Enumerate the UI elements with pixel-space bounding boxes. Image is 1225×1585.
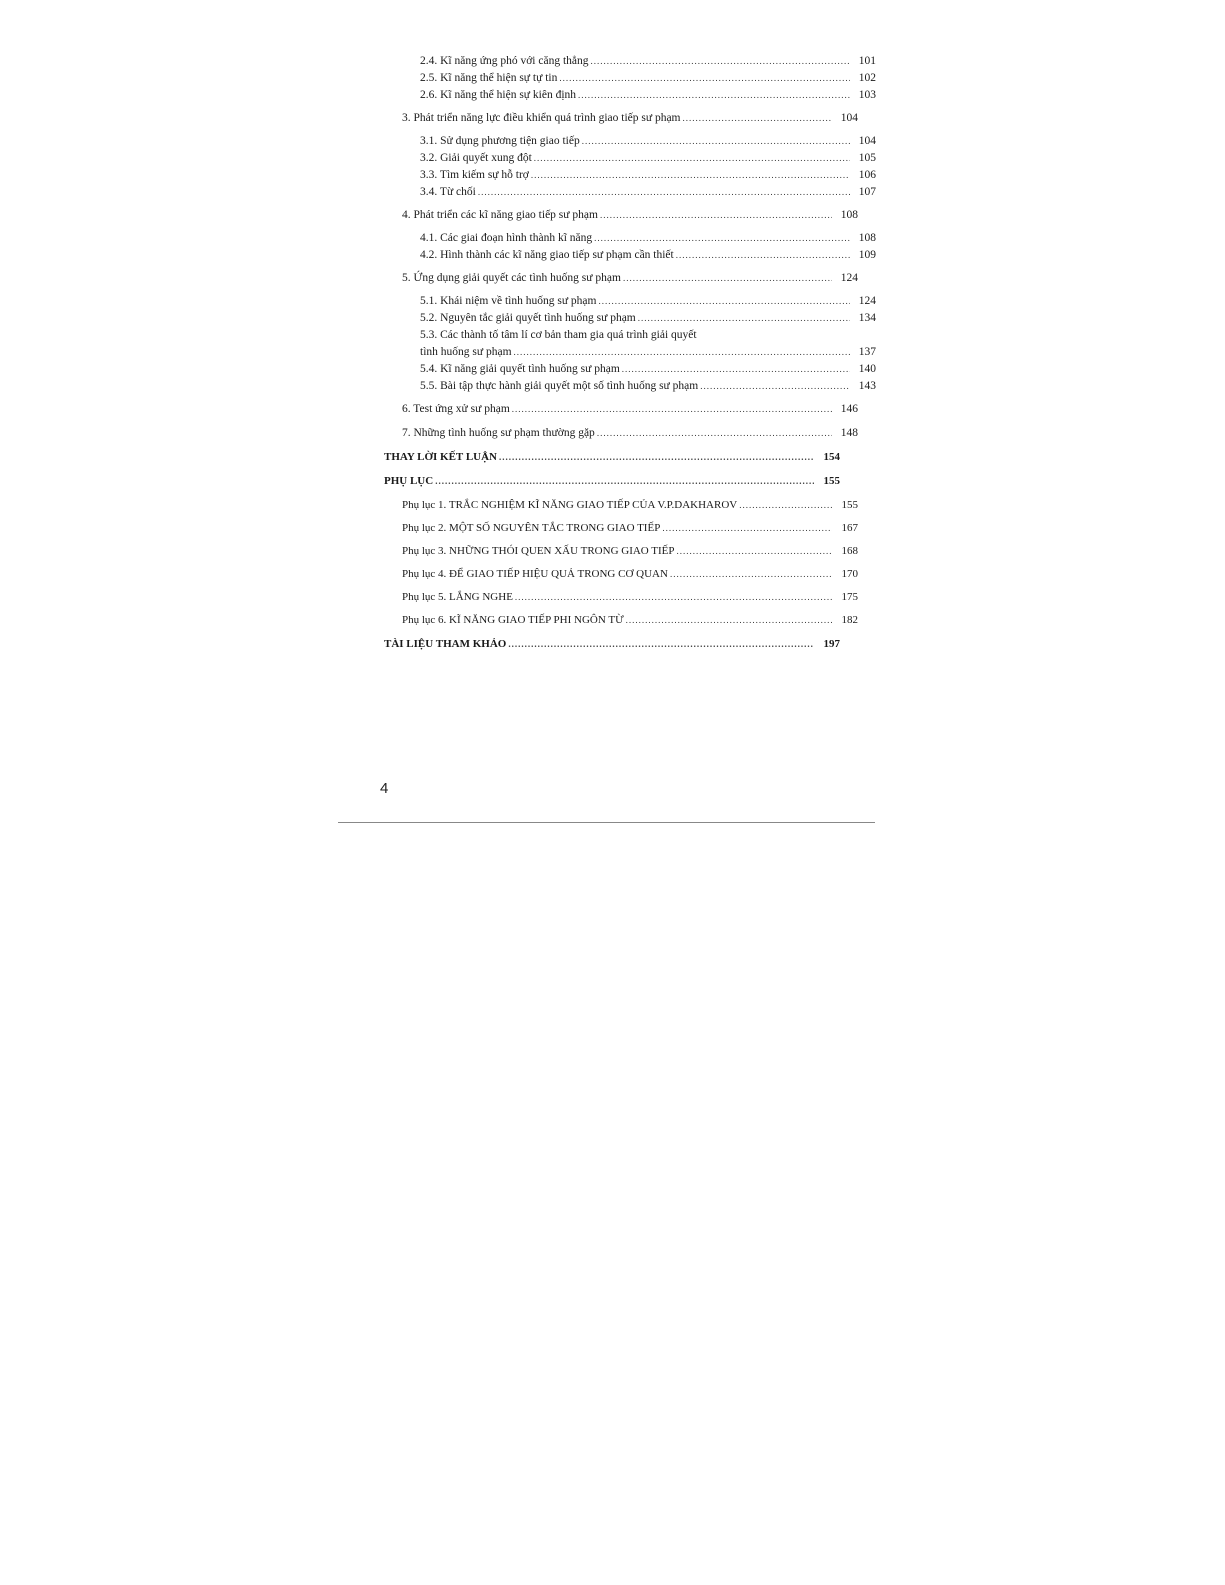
toc-entry-page: 106 xyxy=(858,169,876,181)
page-bottom-rule xyxy=(338,822,875,823)
toc-entry-page: 154 xyxy=(823,451,840,463)
toc-entry-label: 3.2. Giải quyết xung đột xyxy=(420,152,532,164)
toc-entry xyxy=(384,185,876,200)
toc-entry-label: 6. Test ứng xử sư phạm xyxy=(402,403,510,415)
leader-dots xyxy=(591,54,851,69)
toc-entry-label: 5.4. Kĩ năng giải quyết tình huống sư phạm xyxy=(420,363,620,375)
toc-entry-label: 3.4. Từ chối xyxy=(420,186,476,198)
toc-entry-page: 155 xyxy=(841,499,858,511)
leader-dots xyxy=(478,185,850,200)
toc-entry-page: 102 xyxy=(858,72,876,84)
toc-entry-page: 104 xyxy=(840,112,858,124)
toc-entry xyxy=(384,498,858,513)
leader-dots xyxy=(598,294,850,309)
toc-entry-page: 105 xyxy=(858,152,876,164)
toc-entry-label: 2.4. Kĩ năng ứng phó với căng thẳng xyxy=(420,55,589,67)
toc-entry-label: 3.1. Sử dụng phương tiện giao tiếp xyxy=(420,135,580,147)
toc-entry-page: 175 xyxy=(841,591,858,603)
toc-entry xyxy=(384,567,858,582)
toc-entry xyxy=(384,168,876,183)
toc-entry-label: 5. Ứng dụng giải quyết các tình huống sư phạm xyxy=(402,272,621,284)
toc-entry-page: 108 xyxy=(840,209,858,221)
toc-entry-label: THAY LỜI KẾT LUẬN xyxy=(384,451,497,463)
toc-entry-page: 108 xyxy=(858,232,876,244)
toc-entry-label: Phụ lục 2. MỘT SỐ NGUYÊN TẮC TRONG GIAO TIẾP xyxy=(402,522,661,534)
toc-entry xyxy=(384,208,858,223)
toc-entry-page: 137 xyxy=(858,346,876,358)
toc-entry-page: 182 xyxy=(841,614,858,626)
toc-entry-page: 124 xyxy=(858,295,876,307)
leader-dots xyxy=(622,362,850,377)
toc-entry-page: 101 xyxy=(858,55,876,67)
toc-entry-label: Phụ lục 5. LẮNG NGHE xyxy=(402,591,513,603)
page-number: 4 xyxy=(380,780,389,797)
toc-entry-label: 7. Những tình huống sư phạm thường gặp xyxy=(402,427,595,439)
leader-dots xyxy=(531,168,850,183)
leader-dots xyxy=(435,474,814,489)
toc-section-heading xyxy=(384,637,840,652)
toc-entry-label: 5.1. Khái niệm về tình huống sư phạm xyxy=(420,295,597,307)
toc-entry-label: 2.6. Kĩ năng thể hiện sự kiên định xyxy=(420,89,577,101)
toc-entry-page: 167 xyxy=(841,522,858,534)
toc-entry-page: 197 xyxy=(823,638,840,650)
leader-dots xyxy=(677,544,832,559)
toc-section-heading xyxy=(384,450,840,465)
toc-entry-label: 5.2. Nguyên tắc giải quyết tình huống sư phạm xyxy=(420,312,636,324)
toc-entry xyxy=(384,544,858,559)
toc-entry xyxy=(384,294,876,309)
leader-dots xyxy=(578,88,850,103)
toc-entry xyxy=(384,362,876,377)
toc-entry xyxy=(384,521,858,536)
toc-entry xyxy=(384,54,876,69)
leader-dots xyxy=(700,379,850,394)
leader-dots xyxy=(676,248,850,263)
toc-entry xyxy=(384,134,876,149)
toc-entry-label: 3.3. Tìm kiếm sự hỗ trợ xyxy=(420,169,529,181)
leader-dots xyxy=(594,231,850,246)
leader-dots xyxy=(626,613,832,628)
toc-entry-label: 4.2. Hình thành các kĩ năng giao tiếp sư phạm cần thiết xyxy=(420,249,674,261)
leader-dots xyxy=(683,111,832,126)
toc-entry-label: Phụ lục 3. NHỮNG THÓI QUEN XẤU TRONG GIAO TIẾP xyxy=(402,545,675,557)
toc-entry-page: 143 xyxy=(858,380,876,392)
leader-dots xyxy=(670,567,832,582)
toc-entry xyxy=(384,379,876,394)
toc-entry-label: 5.5. Bài tập thực hành giải quyết một số tình huống sư phạm xyxy=(420,380,699,392)
leader-dots xyxy=(512,402,832,417)
toc-entry-page: 146 xyxy=(840,403,858,415)
leader-dots xyxy=(739,498,832,513)
leader-dots xyxy=(597,426,832,441)
leader-dots xyxy=(662,521,832,536)
toc-entry xyxy=(384,271,858,286)
toc-entry xyxy=(384,88,876,103)
toc-entry-page: 170 xyxy=(841,568,858,580)
toc-entry xyxy=(384,248,876,263)
toc-entry xyxy=(384,71,876,86)
toc-entry xyxy=(384,613,858,628)
leader-dots xyxy=(515,590,832,605)
toc-entry-page: 168 xyxy=(841,545,858,557)
toc-entry-page: 155 xyxy=(823,475,840,487)
toc-entry xyxy=(384,426,858,441)
leader-dots xyxy=(623,271,832,286)
toc-entry xyxy=(384,590,858,605)
leader-dots xyxy=(582,134,850,149)
toc-entry-page: 109 xyxy=(858,249,876,261)
toc-entry-label: Phụ lục 4. ĐỂ GIAO TIẾP HIỆU QUẢ TRONG CƠ QUAN xyxy=(402,568,668,580)
toc-entry xyxy=(384,311,876,326)
toc-entry xyxy=(384,111,858,126)
leader-dots xyxy=(559,71,850,86)
leader-dots xyxy=(638,311,850,326)
leader-dots xyxy=(514,345,850,360)
leader-dots xyxy=(508,637,814,652)
toc-entry-page: 148 xyxy=(840,427,858,439)
toc-entry-label: TÀI LIỆU THAM KHẢO xyxy=(384,638,507,650)
toc-entry xyxy=(384,231,876,246)
toc-section-heading xyxy=(384,474,840,489)
toc-entry-label: Phụ lục 6. KĨ NĂNG GIAO TIẾP PHI NGÔN TỪ xyxy=(402,614,624,626)
toc-entry xyxy=(384,345,876,360)
toc-entry-label-line1: 5.3. Các thành tố tâm lí cơ bản tham gia quá trình giải quyết xyxy=(420,329,697,341)
toc-entry-label: Phụ lục 1. TRẮC NGHIỆM KĨ NĂNG GIAO TIẾP CỦA V.P.DAKHAROV xyxy=(402,499,738,511)
toc-entry-page: 103 xyxy=(858,89,876,101)
leader-dots xyxy=(534,151,850,166)
leader-dots xyxy=(600,208,832,223)
toc-entry-page: 134 xyxy=(858,312,876,324)
toc-entry xyxy=(384,402,858,417)
toc-entry-label: 4. Phát triển các kĩ năng giao tiếp sư phạm xyxy=(402,209,598,221)
toc-entry-page: 124 xyxy=(840,272,858,284)
toc-entry-page: 104 xyxy=(858,135,876,147)
toc-entry-page: 107 xyxy=(858,186,876,198)
toc-entry-label: 3. Phát triển năng lực điều khiển quá trình giao tiếp sư phạm xyxy=(402,112,681,124)
toc-entry-label: 2.5. Kĩ năng thể hiện sự tự tin xyxy=(420,72,558,84)
toc-entry xyxy=(384,151,876,166)
toc-entry-label-line2: tình huống sư phạm xyxy=(420,346,512,358)
toc-entry-label: PHỤ LỤC xyxy=(384,475,434,487)
toc-entry-page: 140 xyxy=(858,363,876,375)
leader-dots xyxy=(499,450,814,465)
toc-entry-label: 4.1. Các giai đoạn hình thành kĩ năng xyxy=(420,232,593,244)
